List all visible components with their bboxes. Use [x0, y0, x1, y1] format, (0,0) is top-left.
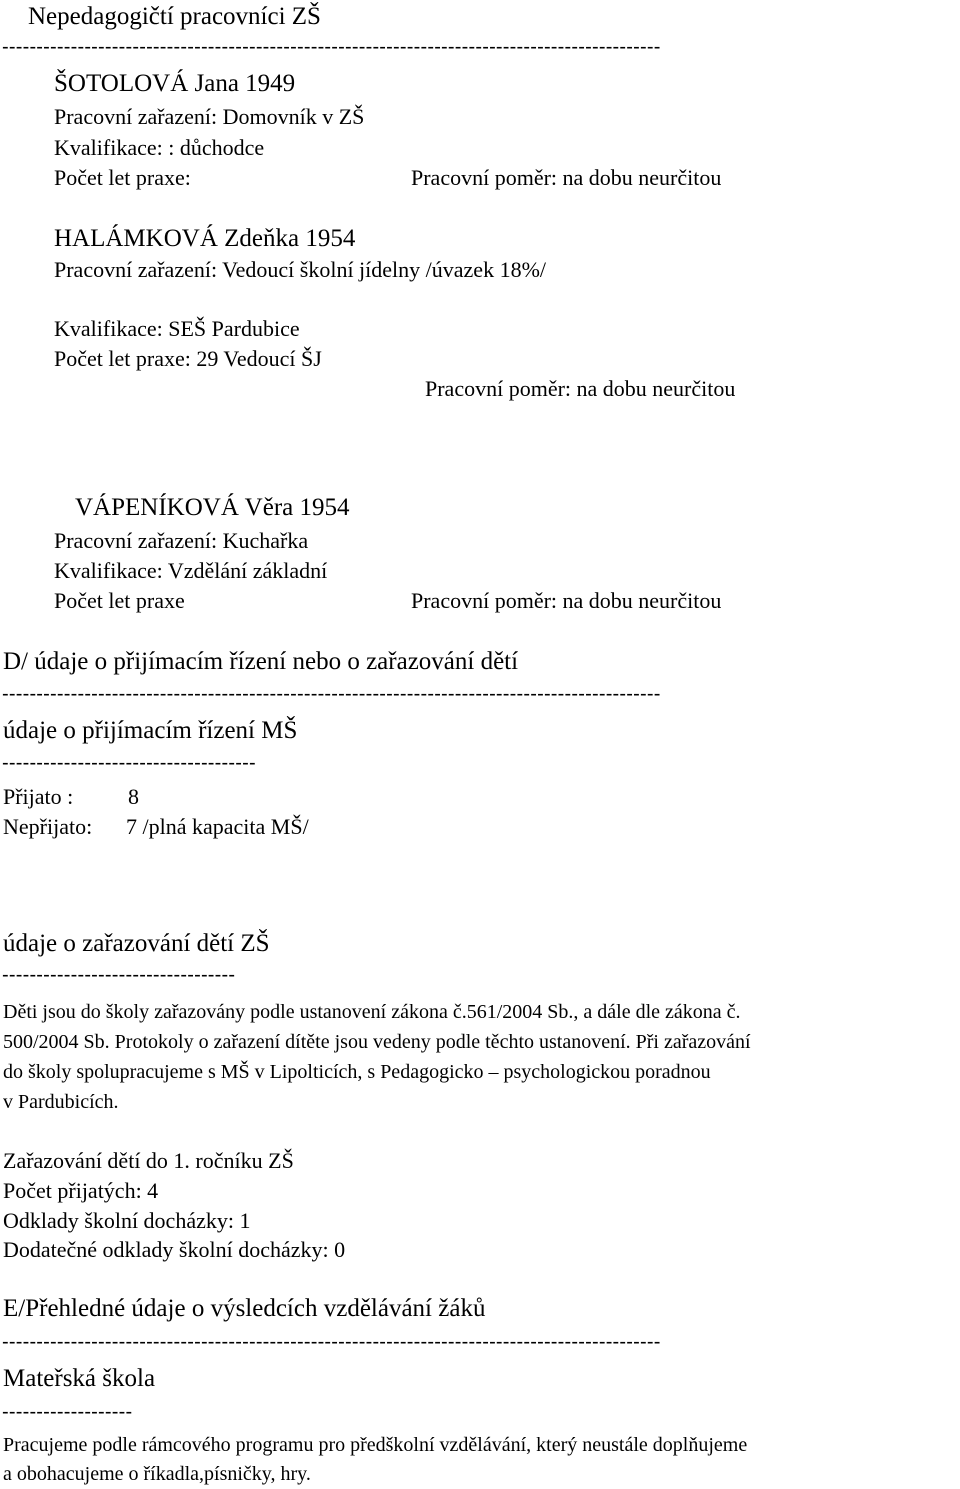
paragraph-line: v Pardubicích.	[3, 1091, 119, 1113]
section-heading-d: D/ údaje o přijímacím řízení nebo o zařazování dětí	[3, 648, 519, 675]
paragraph-line: 500/2004 Sb. Protokoly o zařazení dítěte jsou vedeny podle těchto ustanovení. Při zařazování	[3, 1031, 751, 1053]
section-heading-nonpedagogical-staff: Nepedagogičtí pracovníci ZŠ	[28, 3, 321, 30]
paragraph-line: do školy spolupracujeme s MŠ v Lipolticích, s Pedagogicko – psychologickou poradnou	[3, 1061, 711, 1083]
staff-qualification: Kvalifikace: SEŠ Pardubice	[54, 316, 300, 341]
staff-position: Pracovní zařazení: Vedoucí školní jídelny /úvazek 18%/	[54, 257, 547, 282]
paragraph-line: a obohacujeme o říkadla,písničky, hry.	[3, 1463, 311, 1485]
dashed-rule: ----------------------------------	[2, 964, 236, 986]
staff-qualification: Kvalifikace: : důchodce	[54, 135, 265, 160]
subheading-ms-admission: údaje o přijímacím řízení MŠ	[3, 717, 298, 744]
extra-deferrals-count: Dodatečné odklady školní docházky: 0	[3, 1237, 346, 1262]
staff-position: Pracovní zařazení: Kuchařka	[54, 528, 309, 553]
accepted-value: 8	[128, 784, 139, 809]
dashed-rule: ------------------------------------------------------------------------------------------------	[2, 36, 661, 58]
deferrals-count: Odklady školní docházky: 1	[3, 1208, 251, 1233]
dashed-rule: -------------------------------------	[2, 752, 256, 774]
staff-contract: Pracovní poměr: na dobu neurčitou	[411, 165, 722, 190]
dashed-rule: ------------------------------------------------------------------------------------------------	[2, 683, 661, 705]
rejected-value: 7 /plná kapacita MŠ/	[126, 814, 309, 839]
enrolment-title: Zařazování dětí do 1. ročníku ZŠ	[3, 1148, 294, 1173]
staff-practice: Počet let praxe: 29 Vedoucí ŠJ	[54, 346, 322, 371]
paragraph-line: Děti jsou do školy zařazovány podle ustanovení zákona č.561/2004 Sb., a dále dle zákona č.	[3, 1001, 741, 1023]
staff-name: ŠOTOLOVÁ Jana 1949	[54, 70, 296, 97]
staff-name: HALÁMKOVÁ Zdeňka 1954	[54, 225, 356, 252]
staff-practice: Počet let praxe	[54, 588, 185, 613]
subheading-zs-placement: údaje o zařazování dětí ZŠ	[3, 930, 270, 957]
accepted-label: Přijato :	[3, 784, 74, 809]
staff-name: VÁPENÍKOVÁ Věra 1954	[75, 494, 350, 521]
dashed-rule: ------------------------------------------------------------------------------------------------	[2, 1331, 661, 1353]
staff-contract: Pracovní poměr: na dobu neurčitou	[425, 376, 736, 401]
staff-practice: Počet let praxe:	[54, 165, 191, 190]
staff-contract: Pracovní poměr: na dobu neurčitou	[411, 588, 722, 613]
staff-position: Pracovní zařazení: Domovník v ZŠ	[54, 104, 365, 129]
paragraph-line: Pracujeme podle rámcového programu pro předškolní vzdělávání, který neustále doplňujeme	[3, 1434, 748, 1456]
rejected-label: Nepřijato:	[3, 814, 93, 839]
staff-qualification: Kvalifikace: Vzdělání základní	[54, 558, 328, 583]
dashed-rule: -------------------	[2, 1401, 133, 1423]
admitted-count: Počet přijatých: 4	[3, 1178, 159, 1203]
subheading-kindergarten: Mateřská škola	[3, 1365, 156, 1392]
section-heading-e: E/Přehledné údaje o výsledcích vzdělávání žáků	[3, 1295, 486, 1322]
